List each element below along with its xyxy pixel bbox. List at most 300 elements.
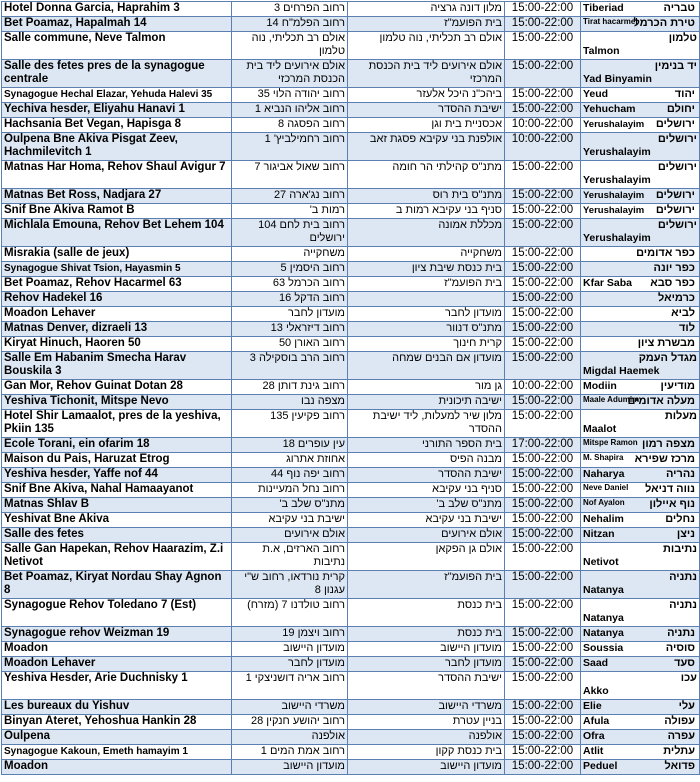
hours-cell: 15:00-22:00 bbox=[505, 17, 581, 32]
city-cell bbox=[581, 247, 700, 262]
city-latin: Natanya bbox=[583, 612, 624, 624]
city-cell bbox=[581, 571, 700, 599]
city-latin: Migdal Haemek bbox=[583, 365, 660, 377]
city-latin: Yehucham bbox=[583, 103, 636, 115]
venue-cell: גן מור bbox=[348, 380, 505, 395]
address-french-cell: Bet Poamaz, Hapalmah 14 bbox=[2, 17, 232, 32]
city-cell bbox=[581, 715, 700, 730]
address-hebrew-cell: אולפנה bbox=[232, 730, 348, 745]
hours-cell: 15:00-22:00 bbox=[505, 672, 581, 700]
table-row bbox=[2, 468, 700, 483]
venue-cell: אולם רב תכליתי, נוה טלמון bbox=[348, 32, 505, 60]
city-latin: Netivot bbox=[583, 556, 619, 568]
address-french-cell: Binyan Ateret, Yehoshua Hankin 28 bbox=[2, 715, 232, 730]
hours-cell: 15:00-22:00 bbox=[505, 161, 581, 189]
city-hebrew: מרכז שפירא bbox=[634, 453, 695, 465]
city-latin: Yerushalayim bbox=[583, 205, 645, 216]
hours-cell: 15:00-22:00 bbox=[505, 599, 581, 627]
address-french-cell: Ecole Torani, ein ofarim 18 bbox=[2, 438, 232, 453]
address-french-cell: Synagogue Kakoun, Emeth hamayim 1 bbox=[2, 745, 232, 760]
city-hebrew: כפר יונה bbox=[653, 262, 695, 274]
table-row bbox=[2, 730, 700, 745]
venue-cell: ישיבת ההסדר bbox=[348, 672, 505, 700]
address-french-cell: Matnas Shlav B bbox=[2, 498, 232, 513]
city-cell bbox=[581, 88, 700, 103]
table-row bbox=[2, 204, 700, 219]
city-hebrew: יחולם bbox=[666, 103, 695, 115]
address-hebrew-cell: רחוב יפה נוף 44 bbox=[232, 468, 348, 483]
venue-cell: ישיבת ההסדר bbox=[348, 468, 505, 483]
city-hebrew: טבריה bbox=[663, 2, 695, 14]
city-cell bbox=[581, 352, 700, 380]
city-cell bbox=[581, 307, 700, 322]
city-cell bbox=[581, 103, 700, 118]
address-french-cell: Les bureaux du Yishuv bbox=[2, 700, 232, 715]
hours-cell: 15:00-22:00 bbox=[505, 322, 581, 337]
table-row bbox=[2, 292, 700, 307]
hours-cell: 15:00-22:00 bbox=[505, 247, 581, 262]
address-hebrew-cell: אחוזת אתרוג bbox=[232, 453, 348, 468]
address-french-cell: Bet Poamaz, Kiryat Nordau Shay Agnon 8 bbox=[2, 571, 232, 599]
address-french-cell: Moadon bbox=[2, 760, 232, 775]
venue-cell: בית הפועמ"ז bbox=[348, 17, 505, 32]
city-latin: Nitzan bbox=[583, 528, 615, 540]
city-cell bbox=[581, 32, 700, 60]
address-french-cell: Hotel Donna Garcia, Haprahim 3 bbox=[2, 2, 232, 17]
hours-cell: 15:00-22:00 bbox=[505, 88, 581, 103]
city-hebrew: נווה דניאל bbox=[645, 483, 695, 495]
city-cell bbox=[581, 760, 700, 775]
city-cell bbox=[581, 410, 700, 438]
city-cell bbox=[581, 528, 700, 543]
hours-cell: 15:00-22:00 bbox=[505, 498, 581, 513]
schedule-table bbox=[1, 1, 700, 775]
address-hebrew-cell: רחוב אליהו הנביא 1 bbox=[232, 103, 348, 118]
city-hebrew: נתיבות bbox=[663, 543, 697, 555]
city-latin: Yerushalayim bbox=[583, 119, 645, 130]
city-hebrew: נוף איילון bbox=[649, 498, 695, 510]
venue-cell: מועדון היישוב bbox=[348, 642, 505, 657]
table-row bbox=[2, 571, 700, 599]
address-hebrew-cell: רחוב היסמין 5 bbox=[232, 262, 348, 277]
table-row bbox=[2, 88, 700, 103]
hours-cell: 10:00-22:00 bbox=[505, 380, 581, 395]
table-row bbox=[2, 277, 700, 292]
city-cell bbox=[581, 395, 700, 410]
hours-cell: 15:00-22:00 bbox=[505, 204, 581, 219]
address-hebrew-cell: מתנ"ס שלב ב' bbox=[232, 498, 348, 513]
address-french-cell: Salle Em Habanim Smecha Harav Bouskila 3 bbox=[2, 352, 232, 380]
city-cell bbox=[581, 627, 700, 642]
table-row bbox=[2, 760, 700, 775]
venue-cell bbox=[348, 292, 505, 307]
table-row bbox=[2, 498, 700, 513]
hours-cell: 15:00-22:00 bbox=[505, 307, 581, 322]
hours-cell: 15:00-22:00 bbox=[505, 657, 581, 672]
address-french-cell: Yeshiva Tichonit, Mitspe Nevo bbox=[2, 395, 232, 410]
city-hebrew: סוסיה bbox=[665, 642, 695, 654]
table-row bbox=[2, 262, 700, 277]
city-hebrew: ירושלים bbox=[655, 118, 695, 130]
city-hebrew: עפרה bbox=[667, 730, 695, 742]
address-hebrew-cell: מצפה נבו bbox=[232, 395, 348, 410]
city-latin: Atlit bbox=[583, 745, 604, 757]
address-hebrew-cell: מועדון לחבר bbox=[232, 307, 348, 322]
venue-cell: מבנה הפיס bbox=[348, 453, 505, 468]
venue-cell: ביהכ"נ היכל אלעזר bbox=[348, 88, 505, 103]
address-french-cell: Salle commune, Neve Talmon bbox=[2, 32, 232, 60]
city-hebrew: כפר אדומים bbox=[636, 247, 695, 259]
city-cell bbox=[581, 657, 700, 672]
address-hebrew-cell: רחוב האורן 50 bbox=[232, 337, 348, 352]
city-hebrew: לוד bbox=[678, 322, 695, 334]
city-hebrew: מבשרת ציון bbox=[637, 337, 695, 349]
address-french-cell: Matnas Bet Ross, Nadjara 27 bbox=[2, 189, 232, 204]
venue-cell: מועדון היישוב bbox=[348, 760, 505, 775]
city-latin: Tirat hacarmel bbox=[583, 17, 638, 26]
address-hebrew-cell: רחוב נג'ארה 27 bbox=[232, 189, 348, 204]
venue-cell: מתנ"ס שלב ב' bbox=[348, 498, 505, 513]
venue-cell: מכללת אמונה bbox=[348, 219, 505, 247]
city-cell bbox=[581, 161, 700, 189]
address-hebrew-cell: אולם רב תכליתי, נוה טלמון bbox=[232, 32, 348, 60]
city-cell bbox=[581, 672, 700, 700]
city-cell bbox=[581, 133, 700, 161]
venue-cell: מועדון לחבר bbox=[348, 657, 505, 672]
city-latin: Mitspe Ramon bbox=[583, 438, 638, 447]
city-hebrew: מעלות bbox=[664, 410, 697, 422]
table-row bbox=[2, 410, 700, 438]
city-latin: Soussia bbox=[583, 642, 624, 654]
city-hebrew: נתניה bbox=[667, 627, 695, 639]
schedule-table-body bbox=[2, 2, 700, 775]
address-french-cell: Gan Mor, Rehov Guinat Dotan 28 bbox=[2, 380, 232, 395]
address-hebrew-cell: רחוב שאול אביגור 7 bbox=[232, 161, 348, 189]
venue-cell: בית כנסת קקון bbox=[348, 745, 505, 760]
hours-cell: 15:00-22:00 bbox=[505, 528, 581, 543]
city-latin: Yerushalayim bbox=[583, 146, 651, 158]
address-hebrew-cell: רחוב יהודה הלוי 35 bbox=[232, 88, 348, 103]
address-french-cell: Yeshivat Bne Akiva bbox=[2, 513, 232, 528]
address-hebrew-cell: מועדון לחבר bbox=[232, 657, 348, 672]
address-french-cell: Synagogue Rehov Toledano 7 (Est) bbox=[2, 599, 232, 627]
venue-cell: בית הפועמ"ז bbox=[348, 277, 505, 292]
hours-cell: 15:00-22:00 bbox=[505, 730, 581, 745]
hours-cell: 15:00-22:00 bbox=[505, 2, 581, 17]
table-row bbox=[2, 672, 700, 700]
table-row bbox=[2, 453, 700, 468]
address-hebrew-cell: רחוב הפרחים 3 bbox=[232, 2, 348, 17]
hours-cell: 15:00-22:00 bbox=[505, 60, 581, 88]
address-french-cell: Snif Bne Akiva Ramot B bbox=[2, 204, 232, 219]
city-latin: Ofra bbox=[583, 730, 605, 742]
address-french-cell: Salle des fetes bbox=[2, 528, 232, 543]
hours-cell: 15:00-22:00 bbox=[505, 410, 581, 438]
city-hebrew: ירושלים bbox=[657, 219, 697, 231]
hours-cell: 15:00-22:00 bbox=[505, 453, 581, 468]
venue-cell: סניף בני עקיבא bbox=[348, 483, 505, 498]
address-french-cell: Moadon bbox=[2, 642, 232, 657]
table-row bbox=[2, 322, 700, 337]
city-hebrew: ירושלים bbox=[655, 189, 695, 201]
venue-cell: מתנ"ס בית רוס bbox=[348, 189, 505, 204]
city-hebrew: נחלים bbox=[665, 513, 695, 525]
city-latin: Natanya bbox=[583, 627, 624, 639]
city-latin: Elie bbox=[583, 700, 602, 712]
address-hebrew-cell: רחוב הדקל 16 bbox=[232, 292, 348, 307]
address-french-cell: Synagogue rehov Weizman 19 bbox=[2, 627, 232, 642]
city-cell bbox=[581, 204, 700, 219]
table-row bbox=[2, 513, 700, 528]
city-cell bbox=[581, 745, 700, 760]
city-hebrew: ירושלים bbox=[657, 161, 697, 173]
table-row bbox=[2, 2, 700, 17]
city-latin: Maalot bbox=[583, 423, 617, 435]
city-latin: Yerushalayim bbox=[583, 174, 651, 186]
hours-cell: 10:00-22:00 bbox=[505, 133, 581, 161]
venue-cell: ישיבת ההסדר bbox=[348, 103, 505, 118]
address-hebrew-cell: רחוב הפלמ"ח 14 bbox=[232, 17, 348, 32]
address-hebrew-cell: משרדי היישוב bbox=[232, 700, 348, 715]
hours-cell: 15:00-22:00 bbox=[505, 395, 581, 410]
city-cell bbox=[581, 277, 700, 292]
address-french-cell: Moadon Lehaver bbox=[2, 657, 232, 672]
table-row bbox=[2, 103, 700, 118]
table-row bbox=[2, 543, 700, 571]
venue-cell: מלון שיר למעלות, ליד ישיבת ההסדר bbox=[348, 410, 505, 438]
table-row bbox=[2, 161, 700, 189]
city-hebrew: נהריה bbox=[665, 468, 695, 480]
hours-cell: 15:00-22:00 bbox=[505, 571, 581, 599]
city-hebrew: ירושלים bbox=[655, 204, 695, 216]
hours-cell: 15:00-22:00 bbox=[505, 337, 581, 352]
city-hebrew: עלי bbox=[678, 700, 695, 712]
venue-cell: בית כנסת שיבת ציון bbox=[348, 262, 505, 277]
address-hebrew-cell: רחוב הארזים, א.ת נתיבות bbox=[232, 543, 348, 571]
city-cell bbox=[581, 60, 700, 88]
address-french-cell: Michlala Emouna, Rehov Bet Lehem 104 bbox=[2, 219, 232, 247]
hours-cell: 15:00-22:00 bbox=[505, 32, 581, 60]
address-hebrew-cell: אולם אירועים bbox=[232, 528, 348, 543]
city-latin: Naharya bbox=[583, 468, 625, 480]
city-latin: Nehalim bbox=[583, 513, 624, 525]
address-hebrew-cell: קרית נורדאו, רחוב ש"י עגנון 8 bbox=[232, 571, 348, 599]
hours-cell: 15:00-22:00 bbox=[505, 219, 581, 247]
hours-cell: 15:00-22:00 bbox=[505, 700, 581, 715]
venue-cell: בית כנסת bbox=[348, 627, 505, 642]
address-hebrew-cell: רחוב אמת המים 1 bbox=[232, 745, 348, 760]
address-french-cell: Misrakia (salle de jeux) bbox=[2, 247, 232, 262]
city-latin: Akko bbox=[583, 685, 609, 697]
city-cell bbox=[581, 337, 700, 352]
address-french-cell: Hachsania Bet Vegan, Hapisga 8 bbox=[2, 118, 232, 133]
city-latin: Modiin bbox=[583, 380, 617, 392]
address-hebrew-cell: רחוב הפסגה 8 bbox=[232, 118, 348, 133]
city-cell bbox=[581, 118, 700, 133]
city-hebrew: מודיעין bbox=[660, 380, 695, 392]
city-cell bbox=[581, 468, 700, 483]
hours-cell: 15:00-22:00 bbox=[505, 103, 581, 118]
table-row bbox=[2, 32, 700, 60]
address-french-cell: Yeshiva hesder, Yaffe nof 44 bbox=[2, 468, 232, 483]
city-cell bbox=[581, 292, 700, 307]
table-row bbox=[2, 657, 700, 672]
address-hebrew-cell: רחוב פקיעין 135 bbox=[232, 410, 348, 438]
address-hebrew-cell: ישיבת בני עקיבא bbox=[232, 513, 348, 528]
city-hebrew: טירת הכרמל bbox=[633, 17, 695, 29]
address-hebrew-cell: רחוב הכרמל 63 bbox=[232, 277, 348, 292]
city-hebrew: כפר סבא bbox=[650, 277, 695, 289]
venue-cell: קרית חינוך bbox=[348, 337, 505, 352]
address-hebrew-cell: רחוב נחל המעיינות bbox=[232, 483, 348, 498]
city-latin: Neve Daniel bbox=[583, 483, 629, 492]
table-row bbox=[2, 395, 700, 410]
hours-cell: 15:00-22:00 bbox=[505, 513, 581, 528]
address-hebrew-cell: מועדון היישוב bbox=[232, 642, 348, 657]
address-french-cell: Bet Poamaz, Rehov Hacarmel 63 bbox=[2, 277, 232, 292]
city-hebrew: פדואל bbox=[664, 760, 695, 772]
address-hebrew-cell: רחוב הרב בוסקילה 3 bbox=[232, 352, 348, 380]
city-hebrew: עפולה bbox=[664, 715, 695, 727]
address-french-cell: Yeshiva Hesder, Arie Duchnisky 1 bbox=[2, 672, 232, 700]
city-cell bbox=[581, 730, 700, 745]
city-hebrew: נתניה bbox=[669, 599, 697, 611]
hours-cell: 15:00-22:00 bbox=[505, 468, 581, 483]
venue-cell: אכסניית בית וגן bbox=[348, 118, 505, 133]
address-french-cell: Moadon Lehaver bbox=[2, 307, 232, 322]
city-hebrew: מגדל העמק bbox=[638, 352, 697, 364]
city-latin: Yerushalayim bbox=[583, 232, 651, 244]
table-row bbox=[2, 118, 700, 133]
hours-cell: 15:00-22:00 bbox=[505, 483, 581, 498]
city-hebrew: ירושלים bbox=[657, 133, 697, 145]
hours-cell: 17:00-22:00 bbox=[505, 438, 581, 453]
hours-cell: 15:00-22:00 bbox=[505, 745, 581, 760]
hours-cell: 15:00-22:00 bbox=[505, 642, 581, 657]
table-row bbox=[2, 715, 700, 730]
city-hebrew: עכו bbox=[680, 672, 697, 684]
table-row bbox=[2, 337, 700, 352]
venue-cell: ישיבת בני עקיבא bbox=[348, 513, 505, 528]
hours-cell: 15:00-22:00 bbox=[505, 262, 581, 277]
city-hebrew: מעלה אדומים bbox=[627, 395, 695, 407]
address-hebrew-cell: משחקייה bbox=[232, 247, 348, 262]
city-cell bbox=[581, 642, 700, 657]
address-french-cell: Yechiva hesder, Eliyahu Hanavi 1 bbox=[2, 103, 232, 118]
address-hebrew-cell: רחוב יהושע חנקין 28 bbox=[232, 715, 348, 730]
address-hebrew-cell: מועדון היישוב bbox=[232, 760, 348, 775]
hours-cell: 15:00-22:00 bbox=[505, 277, 581, 292]
table-row bbox=[2, 627, 700, 642]
city-cell bbox=[581, 438, 700, 453]
venue-cell: ישיבה תיכונית bbox=[348, 395, 505, 410]
table-row bbox=[2, 219, 700, 247]
city-hebrew: נתניה bbox=[669, 571, 697, 583]
city-cell bbox=[581, 453, 700, 468]
city-cell bbox=[581, 498, 700, 513]
address-hebrew-cell: רחוב דיזראלי 13 bbox=[232, 322, 348, 337]
venue-cell: אולם גן הפקאן bbox=[348, 543, 505, 571]
city-cell bbox=[581, 2, 700, 17]
city-hebrew: יד בנימין bbox=[654, 60, 697, 72]
table-row bbox=[2, 528, 700, 543]
venue-cell: מועדון לחבר bbox=[348, 307, 505, 322]
address-french-cell: Synagogue Hechal Elazar, Yehuda Halevi 35 bbox=[2, 88, 232, 103]
address-french-cell: Kiryat Hinuch, Haoren 50 bbox=[2, 337, 232, 352]
city-latin: Natanya bbox=[583, 584, 624, 596]
city-cell bbox=[581, 483, 700, 498]
city-latin: Tiberiad bbox=[583, 2, 624, 14]
city-hebrew: ניצן bbox=[676, 528, 695, 540]
table-row bbox=[2, 599, 700, 627]
venue-cell: מתנ"ס קהילתי הר חומה bbox=[348, 161, 505, 189]
address-french-cell: Synagogue Shivat Tsion, Hayasmin 5 bbox=[2, 262, 232, 277]
city-cell bbox=[581, 322, 700, 337]
address-hebrew-cell: רחוב אריה דושניצקי 1 bbox=[232, 672, 348, 700]
venue-cell: אולפנת בני עקיבא פסגת זאב bbox=[348, 133, 505, 161]
table-row bbox=[2, 483, 700, 498]
hours-cell: 15:00-22:00 bbox=[505, 292, 581, 307]
table-row bbox=[2, 745, 700, 760]
city-latin: Peduel bbox=[583, 760, 618, 772]
venue-cell: בית הפועמ"ז bbox=[348, 571, 505, 599]
table-row bbox=[2, 380, 700, 395]
venue-cell: אולפנה bbox=[348, 730, 505, 745]
address-french-cell: Salle Gan Hapekan, Rehov Haarazim, Z.i Netivot bbox=[2, 543, 232, 571]
table-row bbox=[2, 307, 700, 322]
table-row bbox=[2, 17, 700, 32]
city-hebrew: כרמיאל bbox=[658, 292, 695, 304]
address-hebrew-cell: אולם אירועים ליד בית הכנסת המרכזי bbox=[232, 60, 348, 88]
address-french-cell: Salle des fetes pres de la synagogue centrale bbox=[2, 60, 232, 88]
address-french-cell: Oulpena Bne Akiva Pisgat Zeev, Hachmilevitch 1 bbox=[2, 133, 232, 161]
hours-cell: 15:00-22:00 bbox=[505, 715, 581, 730]
table-row bbox=[2, 700, 700, 715]
hours-cell: 15:00-22:00 bbox=[505, 543, 581, 571]
venue-cell: משחקייה bbox=[348, 247, 505, 262]
venue-cell: אולם אירועים ליד בית הכנסת המרכזי bbox=[348, 60, 505, 88]
city-cell bbox=[581, 513, 700, 528]
hours-cell: 15:00-22:00 bbox=[505, 627, 581, 642]
address-hebrew-cell: רחוב בית לחם 104 ירושלים bbox=[232, 219, 348, 247]
table-row bbox=[2, 247, 700, 262]
city-cell bbox=[581, 219, 700, 247]
address-french-cell: Matnas Har Homa, Rehov Shaul Avigur 7 bbox=[2, 161, 232, 189]
address-hebrew-cell: רחוב רחמילביץ' 1 bbox=[232, 133, 348, 161]
city-hebrew: מצפה רמון bbox=[642, 438, 695, 450]
city-latin: Afula bbox=[583, 715, 610, 727]
city-hebrew: לביא bbox=[671, 307, 695, 319]
address-french-cell: Snif Bne Akiva, Nahal Hamaayanot bbox=[2, 483, 232, 498]
address-hebrew-cell: רחוב גינת דותן 28 bbox=[232, 380, 348, 395]
address-hebrew-cell: עין עופרים 18 bbox=[232, 438, 348, 453]
venue-cell: מתנ"ס דנוור bbox=[348, 322, 505, 337]
city-latin: Nof Ayalon bbox=[583, 498, 625, 507]
city-latin: Yad Binyamin bbox=[583, 73, 652, 85]
city-latin: Talmon bbox=[583, 45, 620, 57]
city-hebrew: עתלית bbox=[663, 745, 695, 757]
address-french-cell: Hotel Shir Lamaalot, pres de la yeshiva, Pkiin 135 bbox=[2, 410, 232, 438]
city-cell bbox=[581, 543, 700, 571]
venue-cell: בית הספר התורני bbox=[348, 438, 505, 453]
address-french-cell: Maison du Pais, Haruzat Etrog bbox=[2, 453, 232, 468]
address-french-cell: Oulpena bbox=[2, 730, 232, 745]
city-latin: Kfar Saba bbox=[583, 277, 633, 289]
address-hebrew-cell: רמות ב' bbox=[232, 204, 348, 219]
city-hebrew: יהוד bbox=[674, 88, 695, 100]
city-latin: M. Shapira bbox=[583, 453, 624, 462]
table-row bbox=[2, 352, 700, 380]
